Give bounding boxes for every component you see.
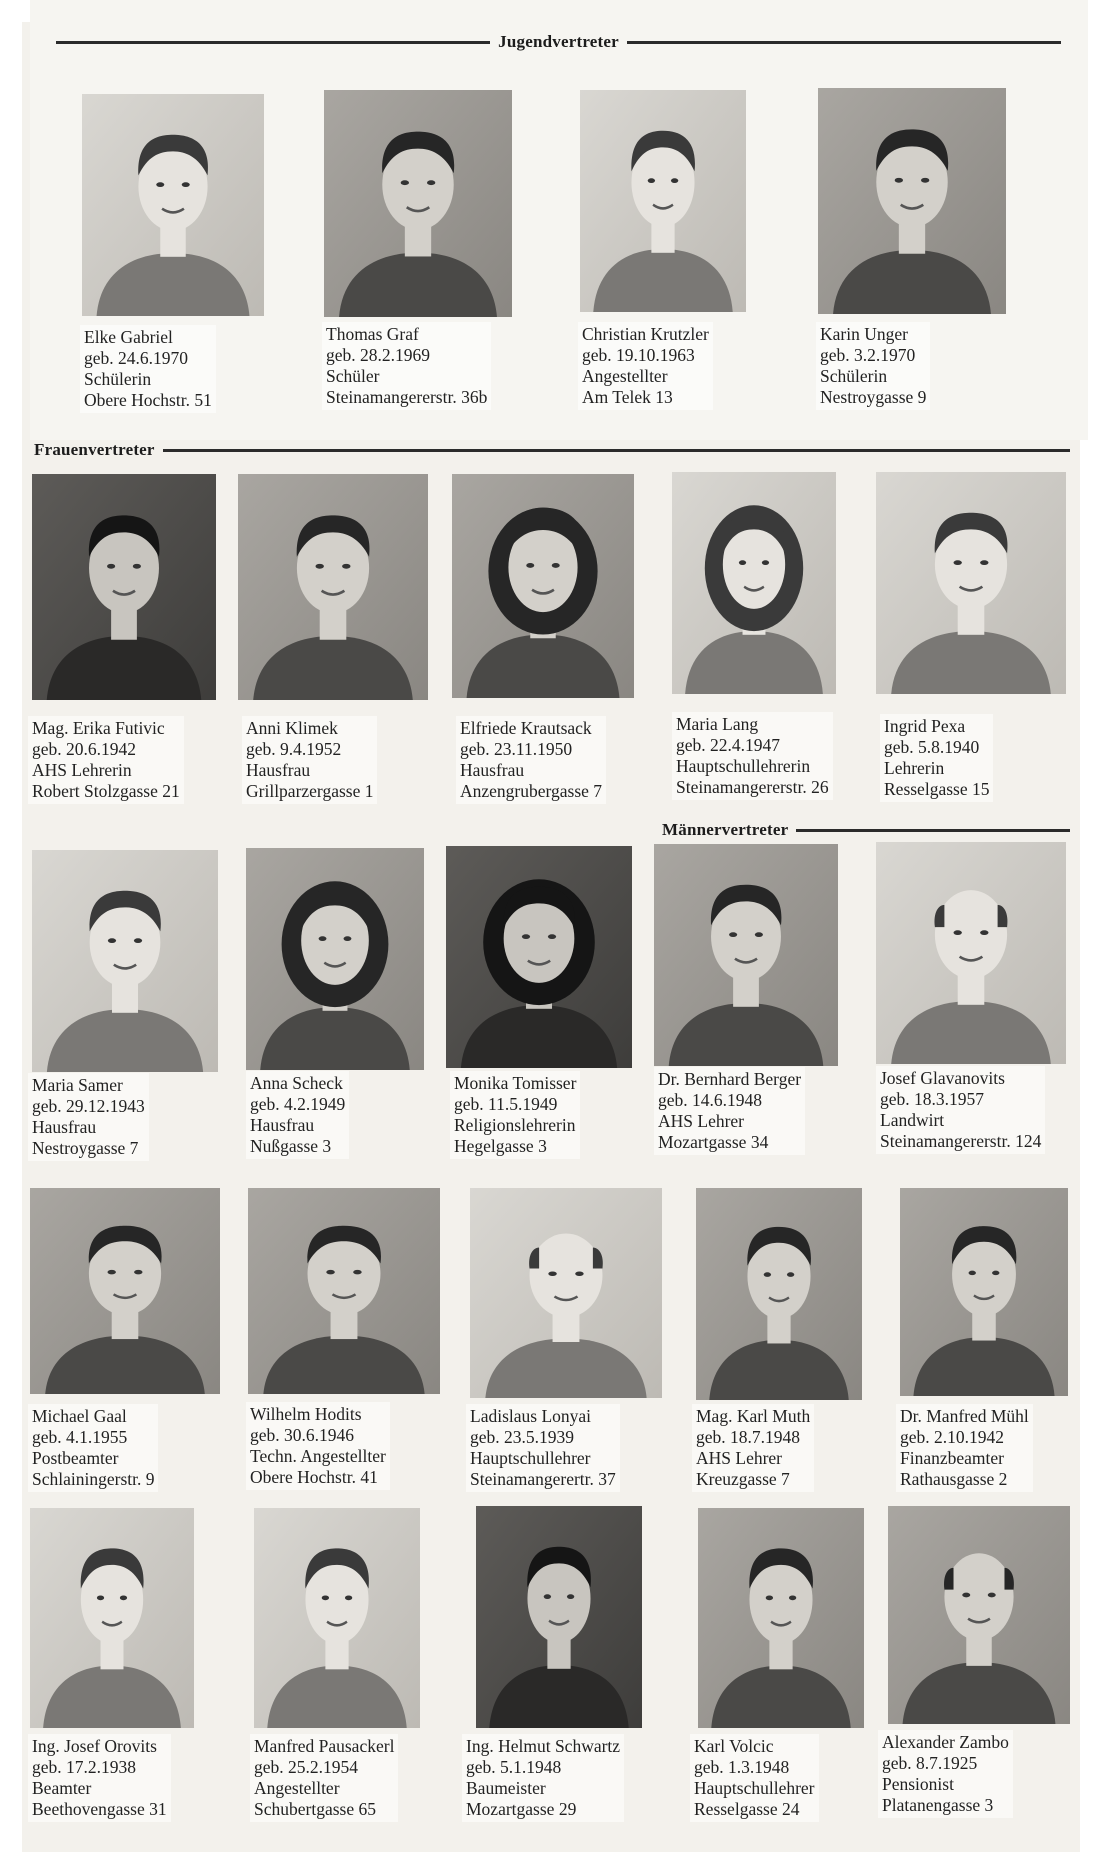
person-job: Schüler xyxy=(326,366,380,386)
section-title: Frauenvertreter xyxy=(34,440,155,459)
person-caption xyxy=(246,1071,349,1159)
person-caption xyxy=(456,716,606,804)
person-job: Pensionist xyxy=(882,1774,954,1794)
person-name: Alexander Zambo xyxy=(882,1732,1009,1752)
person-address: Schubertgasse 65 xyxy=(254,1799,376,1819)
person-born: geb. 5.8.1940 xyxy=(884,737,980,757)
portrait-photo xyxy=(324,90,512,317)
person-name: Manfred Pausackerl xyxy=(254,1736,395,1756)
portrait-image xyxy=(818,88,1006,314)
person-job: Baumeister xyxy=(466,1778,546,1798)
person-caption xyxy=(322,322,491,410)
person-job: Techn. Angestellter xyxy=(250,1446,386,1466)
person-name: Karin Unger xyxy=(820,324,908,344)
person-name: Ladislaus Lonyai xyxy=(470,1406,592,1426)
portrait-photo xyxy=(238,474,428,700)
section-women xyxy=(30,440,1070,460)
person-born: geb. 17.2.1938 xyxy=(32,1757,137,1777)
person-born: geb. 14.6.1948 xyxy=(658,1090,763,1110)
portrait-photo xyxy=(476,1506,642,1728)
portrait-image xyxy=(696,1188,862,1400)
person-caption xyxy=(28,1734,171,1822)
person-address: Anzengrubergasse 7 xyxy=(460,781,603,801)
person-job: Lehrerin xyxy=(884,758,945,778)
person-address: Nestroygasse 9 xyxy=(820,387,927,407)
person-address: Schlainingerstr. 9 xyxy=(32,1469,155,1489)
section-rule xyxy=(796,829,1070,832)
person-address: Platanengasse 3 xyxy=(882,1795,994,1815)
person-caption xyxy=(690,1734,819,1822)
person-name: Ing. Josef Orovits xyxy=(32,1736,157,1756)
portrait-image xyxy=(246,848,424,1070)
portrait-image xyxy=(876,842,1066,1064)
person-born: geb. 5.1.1948 xyxy=(466,1757,562,1777)
person-name: Maria Lang xyxy=(676,714,759,734)
portrait-photo xyxy=(696,1188,862,1400)
person-name: Elke Gabriel xyxy=(84,327,173,347)
person-name: Anna Scheck xyxy=(250,1073,343,1093)
person-born: geb. 19.10.1963 xyxy=(582,345,695,365)
portrait-photo xyxy=(30,1188,220,1394)
person-caption xyxy=(450,1071,580,1159)
person-caption xyxy=(242,716,377,804)
person-job: AHS Lehrer xyxy=(658,1111,745,1131)
person-name: Josef Glavanovits xyxy=(880,1068,1005,1088)
portrait-photo xyxy=(876,472,1066,694)
portrait-image xyxy=(698,1508,864,1728)
portrait-image xyxy=(672,472,836,694)
person-job: Hausfrau xyxy=(250,1115,315,1135)
person-caption xyxy=(28,716,184,804)
person-job: Finanzbeamter xyxy=(900,1448,1004,1468)
portrait-image xyxy=(470,1188,662,1398)
person-born: geb. 23.11.1950 xyxy=(460,739,573,759)
portrait-photo xyxy=(654,844,838,1066)
person-name: Mag. Erika Futivic xyxy=(32,718,165,738)
person-caption xyxy=(80,325,216,413)
person-job: Hausfrau xyxy=(460,760,525,780)
person-name: Anni Klimek xyxy=(246,718,338,738)
person-job: Hauptschullehrer xyxy=(694,1778,815,1798)
person-born: geb. 22.4.1947 xyxy=(676,735,781,755)
person-address: Obere Hochstr. 51 xyxy=(84,390,212,410)
portrait-image xyxy=(446,846,632,1068)
person-address: Hegelgasse 3 xyxy=(454,1136,547,1156)
portrait-photo xyxy=(452,474,634,698)
person-address: Am Telek 13 xyxy=(582,387,673,407)
person-address: Steinamangererstr. 124 xyxy=(880,1131,1042,1151)
portrait-image xyxy=(32,474,216,700)
person-born: geb. 4.1.1955 xyxy=(32,1427,128,1447)
person-name: Thomas Graf xyxy=(326,324,419,344)
portrait-image xyxy=(82,94,264,316)
portrait-image xyxy=(248,1188,440,1394)
portrait-photo xyxy=(818,88,1006,314)
person-caption xyxy=(878,1730,1013,1818)
person-job: Landwirt xyxy=(880,1110,945,1130)
person-caption xyxy=(654,1067,805,1155)
person-job: AHS Lehrer xyxy=(696,1448,783,1468)
person-born: geb. 23.5.1939 xyxy=(470,1427,575,1447)
person-address: Grillparzergasse 1 xyxy=(246,781,374,801)
portrait-photo xyxy=(672,472,836,694)
portrait-photo xyxy=(246,848,424,1070)
portrait-image xyxy=(452,474,634,698)
person-born: geb. 11.5.1949 xyxy=(454,1094,558,1114)
person-job: Hausfrau xyxy=(246,760,311,780)
person-caption xyxy=(578,322,713,410)
portrait-photo xyxy=(888,1506,1070,1724)
portrait-photo xyxy=(698,1508,864,1728)
person-name: Karl Volcic xyxy=(694,1736,774,1756)
person-address: Steinamangerertr. 37 xyxy=(470,1469,616,1489)
person-name: Ing. Helmut Schwartz xyxy=(466,1736,621,1756)
portrait-photo xyxy=(470,1188,662,1398)
person-name: Dr. Bernhard Berger xyxy=(658,1069,802,1089)
portrait-image xyxy=(654,844,838,1066)
person-caption xyxy=(816,322,930,410)
person-born: geb. 8.7.1925 xyxy=(882,1753,978,1773)
person-address: Robert Stolzgasse 21 xyxy=(32,781,180,801)
portrait-image xyxy=(32,850,218,1072)
person-born: geb. 30.6.1946 xyxy=(250,1425,355,1445)
person-address: Resselgasse 15 xyxy=(884,779,990,799)
person-born: geb. 18.3.1957 xyxy=(880,1089,985,1109)
person-caption xyxy=(28,1404,158,1492)
portrait-photo xyxy=(254,1508,420,1728)
person-address: Obere Hochstr. 41 xyxy=(250,1467,378,1487)
person-born: geb. 4.2.1949 xyxy=(250,1094,346,1114)
portrait-photo xyxy=(32,474,216,700)
person-caption xyxy=(462,1734,624,1822)
person-born: geb. 28.2.1969 xyxy=(326,345,431,365)
portrait-photo xyxy=(248,1188,440,1394)
person-job: Hauptschullehrerin xyxy=(676,756,811,776)
person-address: Mozartgasse 29 xyxy=(466,1799,577,1819)
person-job: Angestellter xyxy=(582,366,668,386)
person-job: Postbeamter xyxy=(32,1448,119,1468)
portrait-photo xyxy=(82,94,264,316)
portrait-image xyxy=(30,1508,194,1728)
portrait-photo xyxy=(876,842,1066,1064)
portrait-image xyxy=(30,1188,220,1394)
portrait-image xyxy=(238,474,428,700)
portrait-image xyxy=(900,1188,1068,1396)
person-born: geb. 29.12.1943 xyxy=(32,1096,145,1116)
person-address: Steinamangererstr. 36b xyxy=(326,387,488,407)
person-caption xyxy=(246,1402,390,1490)
person-address: Resselgasse 24 xyxy=(694,1799,800,1819)
person-address: Nestroygasse 7 xyxy=(32,1138,139,1158)
person-job: Angestellter xyxy=(254,1778,340,1798)
portrait-image xyxy=(254,1508,420,1728)
person-job: Religionslehrerin xyxy=(454,1115,576,1135)
section-title: Jugendvertreter xyxy=(498,32,619,51)
person-address: Nußgasse 3 xyxy=(250,1136,332,1156)
person-job: AHS Lehrerin xyxy=(32,760,132,780)
portrait-photo xyxy=(900,1188,1068,1396)
person-name: Wilhelm Hodits xyxy=(250,1404,362,1424)
person-address: Rathausgasse 2 xyxy=(900,1469,1008,1489)
portrait-image xyxy=(876,472,1066,694)
section-rule xyxy=(56,41,490,44)
person-name: Elfriede Krautsack xyxy=(460,718,592,738)
section-rule xyxy=(627,41,1061,44)
person-caption xyxy=(880,714,993,802)
person-caption xyxy=(876,1066,1045,1154)
portrait-image xyxy=(580,90,746,312)
person-address: Beethovengasse 31 xyxy=(32,1799,167,1819)
person-caption xyxy=(896,1404,1033,1492)
person-born: geb. 2.10.1942 xyxy=(900,1427,1005,1447)
portrait-photo xyxy=(446,846,632,1068)
portrait-photo xyxy=(580,90,746,312)
person-name: Monika Tomisser xyxy=(454,1073,577,1093)
person-address: Kreuzgasse 7 xyxy=(696,1469,790,1489)
person-job: Hausfrau xyxy=(32,1117,97,1137)
portrait-image xyxy=(888,1506,1070,1724)
person-name: Dr. Manfred Mühl xyxy=(900,1406,1029,1426)
person-job: Schülerin xyxy=(84,369,152,389)
person-name: Ingrid Pexa xyxy=(884,716,966,736)
person-caption xyxy=(672,712,833,800)
person-born: geb. 9.4.1952 xyxy=(246,739,342,759)
person-caption xyxy=(250,1734,398,1822)
person-name: Christian Krutzler xyxy=(582,324,709,344)
portrait-photo xyxy=(30,1508,194,1728)
person-address: Steinamangererstr. 26 xyxy=(676,777,829,797)
person-born: geb. 1.3.1948 xyxy=(694,1757,790,1777)
portrait-image xyxy=(476,1506,642,1728)
person-born: geb. 18.7.1948 xyxy=(696,1427,801,1447)
section-men xyxy=(658,820,1070,840)
section-title: Männervertreter xyxy=(662,820,789,839)
person-job: Beamter xyxy=(32,1778,92,1798)
person-born: geb. 25.2.1954 xyxy=(254,1757,359,1777)
person-caption xyxy=(466,1404,620,1492)
section-rule xyxy=(163,449,1070,452)
person-caption xyxy=(28,1073,149,1161)
person-job: Schülerin xyxy=(820,366,888,386)
person-born: geb. 20.6.1942 xyxy=(32,739,137,759)
person-born: geb. 3.2.1970 xyxy=(820,345,916,365)
person-name: Michael Gaal xyxy=(32,1406,127,1426)
section-youth xyxy=(56,32,1061,52)
person-address: Mozartgasse 34 xyxy=(658,1132,769,1152)
person-job: Hauptschullehrer xyxy=(470,1448,591,1468)
person-caption xyxy=(692,1404,814,1492)
portrait-image xyxy=(324,90,512,317)
person-name: Mag. Karl Muth xyxy=(696,1406,811,1426)
person-born: geb. 24.6.1970 xyxy=(84,348,189,368)
portrait-photo xyxy=(32,850,218,1072)
person-name: Maria Samer xyxy=(32,1075,123,1095)
